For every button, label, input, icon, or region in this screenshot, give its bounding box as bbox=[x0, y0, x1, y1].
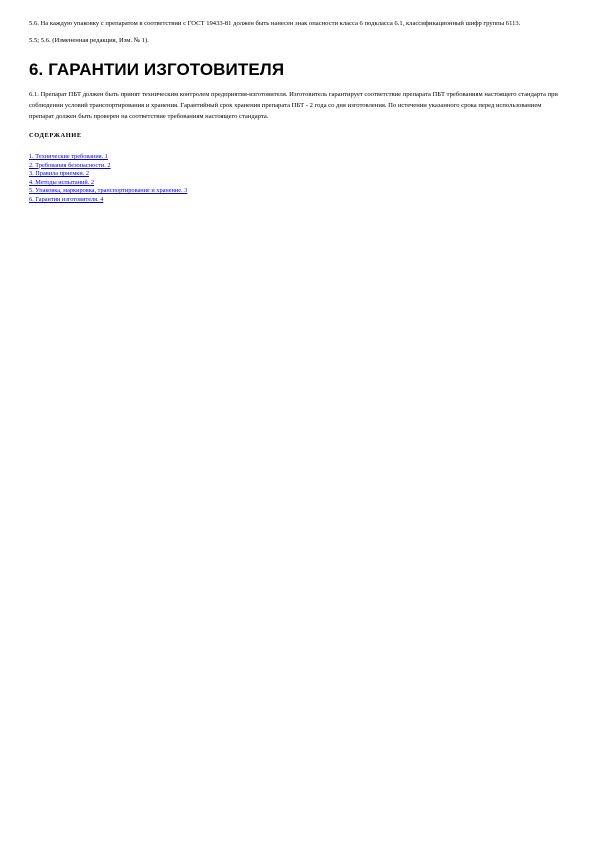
toc-item bbox=[29, 187, 563, 196]
toc-item bbox=[29, 153, 563, 162]
document-page bbox=[29, 18, 563, 205]
paragraph-5-6: 5.6. На каждую упаковку с препаратом в соответствии с ГОСТ 19433-81 должен быть нанесен знак опасности класса 6 подкласса 6.1, классификационный шифр группы 6113. bbox=[29, 20, 521, 27]
toc-link-1[interactable]: 1. Технические требования. 1 bbox=[29, 153, 108, 160]
toc-link-3[interactable]: 3. Правила приемки. 2 bbox=[29, 170, 90, 178]
toc-item bbox=[29, 170, 563, 179]
toc-link-6[interactable]: 6. Гарантии изготовителя. 4 bbox=[29, 195, 104, 203]
toc-item bbox=[29, 196, 563, 205]
paragraph-6-1: 6.1. Препарат ПБТ должен быть принят техническим контролем предприятия-изготовителя. Изготовитель гарантирует соответствие препарата ПБТ требованиям настоящего стандарта при соблюдении условий транспортирования и хранения. Гарантийный срок хранения препарата ПБТ - 2 года со дня изготовления. По истечении указанного срока перед использованием препарат должен быть проверен на соответствие требованиям настоящего стандарта. bbox=[29, 91, 558, 120]
section-heading: 6. ГАРАНТИИ ИЗГОТОВИТЕЛЯ bbox=[29, 60, 285, 79]
toc-link-2[interactable]: 2. Требования безопасности. 2 bbox=[29, 161, 111, 169]
toc-item bbox=[29, 179, 563, 188]
toc-item bbox=[29, 162, 563, 171]
toc-link-4[interactable]: 4. Методы испытаний. 2 bbox=[29, 178, 95, 186]
paragraph-changes-note: 5.5; 5.6. (Измененная редакция, Изм. № 1). bbox=[29, 37, 149, 44]
table-of-contents bbox=[29, 153, 563, 205]
toc-title: СОДЕРЖАНИЕ bbox=[29, 132, 82, 139]
toc-link-5[interactable]: 5. Упаковка, маркировка, транспортирование и хранение. 3 bbox=[29, 187, 188, 195]
